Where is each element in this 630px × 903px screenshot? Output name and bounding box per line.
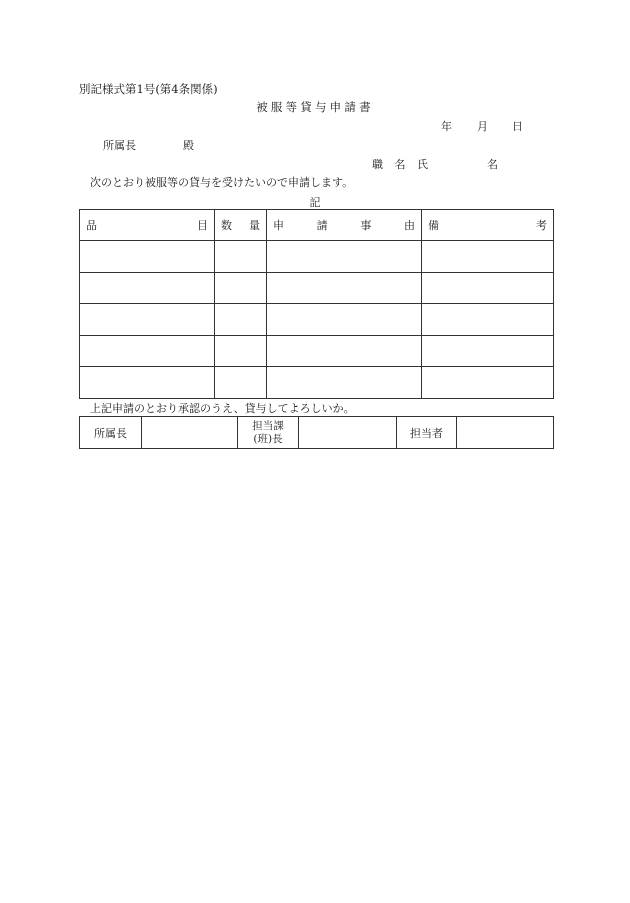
- header-remarks-last: 考: [536, 219, 547, 232]
- quantity-cell[interactable]: [215, 367, 267, 399]
- reason-cell[interactable]: [267, 335, 422, 367]
- approval-staff-label: 担当者: [397, 417, 457, 449]
- reason-cell[interactable]: [267, 304, 422, 336]
- table-row: [80, 367, 554, 399]
- remarks-cell[interactable]: [422, 367, 554, 399]
- header-reason-char: 申: [273, 219, 284, 232]
- reason-cell[interactable]: [267, 241, 422, 273]
- reason-cell[interactable]: [267, 272, 422, 304]
- applicant-post-label: 職 名 氏: [372, 158, 432, 171]
- quantity-cell[interactable]: [215, 335, 267, 367]
- approval-section-chief-seal[interactable]: [299, 417, 397, 449]
- quantity-cell[interactable]: [215, 241, 267, 273]
- form-number: 別記様式第1号(第4条関係): [79, 82, 218, 96]
- approval-section-chief-line2: (班)長: [253, 432, 283, 445]
- remarks-cell[interactable]: [422, 272, 554, 304]
- header-reason: [267, 210, 422, 241]
- applicant-name-label: 名: [487, 158, 498, 171]
- approval-staff-seal[interactable]: [457, 417, 554, 449]
- items-table: [79, 209, 554, 399]
- approval-row: [80, 417, 554, 449]
- items-table-header-row: [80, 210, 554, 241]
- approval-dept-head-label: 所属長: [80, 417, 142, 449]
- date-month-label: 月: [477, 120, 488, 133]
- item-cell[interactable]: [80, 304, 215, 336]
- header-item-first: 品: [86, 219, 97, 232]
- approval-section-chief-label: [238, 417, 299, 449]
- header-reason-char: 請: [316, 219, 328, 232]
- table-row: [80, 241, 554, 273]
- addressee-honorific: 殿: [183, 139, 194, 152]
- header-quantity-last: 量: [249, 219, 260, 232]
- header-item: [80, 210, 215, 241]
- table-row: [80, 272, 554, 304]
- header-reason-char: 事: [360, 219, 372, 232]
- header-quantity: [215, 210, 267, 241]
- approval-table: [79, 416, 554, 449]
- request-text: 次のとおり被服等の貸与を受けたいので申請します。: [90, 176, 354, 189]
- table-row: [80, 304, 554, 336]
- date-day-label: 日: [512, 120, 523, 133]
- quantity-cell[interactable]: [215, 304, 267, 336]
- header-reason-char: 由: [403, 219, 415, 232]
- remarks-cell[interactable]: [422, 241, 554, 273]
- item-cell[interactable]: [80, 272, 215, 304]
- reason-cell[interactable]: [267, 367, 422, 399]
- approval-section-chief-line1: 担当課: [252, 419, 284, 432]
- item-cell[interactable]: [80, 367, 215, 399]
- header-remarks-first: 備: [428, 219, 439, 232]
- document-title: 被服等貸与申請書: [256, 100, 374, 114]
- remarks-cell[interactable]: [422, 304, 554, 336]
- date-year-label: 年: [441, 120, 452, 133]
- header-quantity-first: 数: [221, 219, 232, 232]
- approval-dept-head-seal[interactable]: [142, 417, 238, 449]
- table-row: [80, 335, 554, 367]
- header-item-last: 目: [197, 219, 208, 232]
- approval-text: 上記申請のとおり承認のうえ、貸与してよろしいか。: [90, 402, 355, 415]
- quantity-cell[interactable]: [215, 272, 267, 304]
- addressee-label: 所属長: [103, 139, 136, 152]
- header-remarks: [422, 210, 554, 241]
- ki-label: 記: [309, 196, 321, 209]
- item-cell[interactable]: [80, 241, 215, 273]
- remarks-cell[interactable]: [422, 335, 554, 367]
- item-cell[interactable]: [80, 335, 215, 367]
